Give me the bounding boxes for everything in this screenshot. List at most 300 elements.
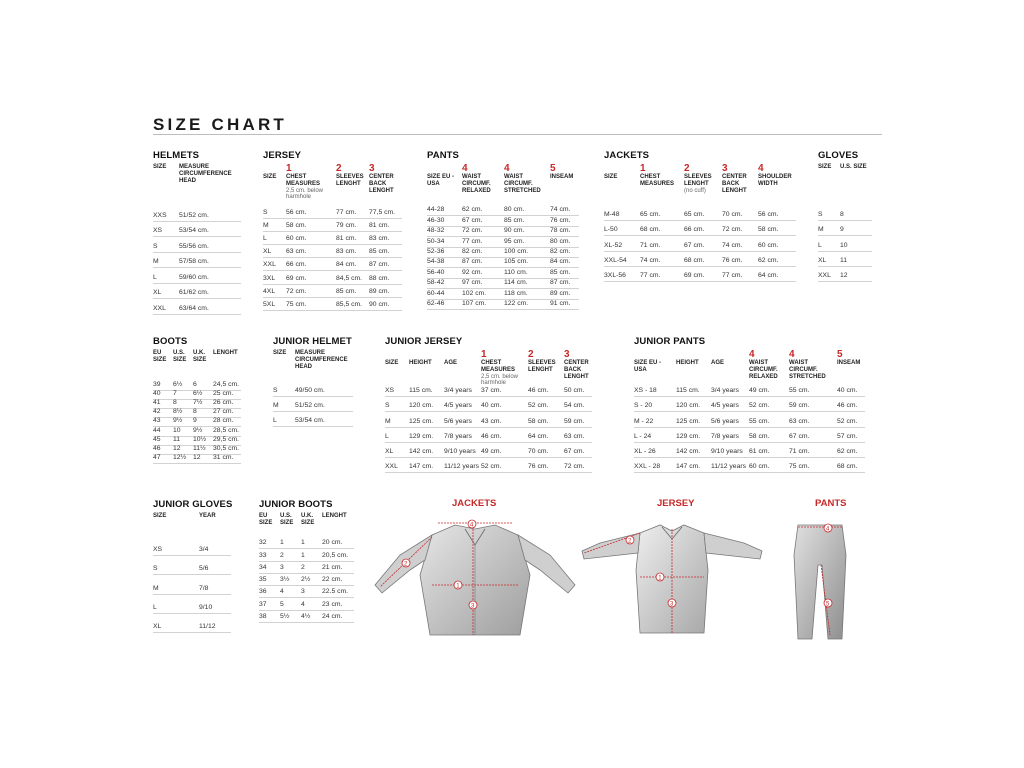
table-cell: 10 [173,426,181,434]
table-cell: 52 cm. [837,417,858,425]
table-cell: 38 [259,613,267,621]
table-cell: 34 [259,563,267,571]
column-header [259,513,280,533]
table-cell: 85 cm. [336,287,357,295]
table-cell: 56-40 [427,268,445,276]
table-row [604,252,796,267]
column-label: SIZE [263,174,277,180]
column-label: HEIGHT [409,360,432,366]
table-cell: 61 cm. [749,447,770,455]
table-row [263,298,402,311]
table-cell: 67 cm. [789,432,810,440]
table-cell: 87 cm. [550,279,571,287]
table-row [263,232,402,245]
table-row [427,268,579,278]
table-row [259,574,354,586]
table-row [259,598,354,610]
table-row [385,458,592,473]
table-cell: 72 cm. [564,463,585,471]
table-cell: 35 [259,576,267,584]
table-row [427,248,579,258]
table-cell: 84 cm. [336,261,357,269]
table-cell: 82 cm. [550,247,571,255]
table-cell: 77 cm. [640,271,661,279]
jersey-diagram-title: JERSEY [657,498,695,509]
table-row [427,258,579,268]
junior-gloves-header-row [153,513,232,533]
table-cell: 9½ [173,417,183,425]
junior-boots-rows [259,537,354,623]
column-header [528,350,564,386]
column-label: U.S. SIZE [173,350,187,363]
table-cell: 2½ [301,576,311,584]
boots-header-row [153,350,241,380]
table-cell: 23 cm. [322,600,343,608]
table-cell: 26 cm. [213,399,234,407]
table-row [385,412,592,427]
table-cell: 11/12 [199,622,216,630]
table-cell: 52 cm. [528,402,549,410]
column-label: SIZE [153,513,167,519]
table-cell: XXL [818,271,831,279]
table-cell: 20,5 cm. [322,551,349,559]
jersey-marker-2: 2 [628,538,632,545]
table-cell: 12 [840,271,848,279]
table-cell: 4 [280,588,284,596]
column-label: SIZE EU - USA [427,174,455,187]
junior-helmet-header-row [273,350,353,380]
table-row [385,428,592,443]
table-cell: 85 cm. [550,268,571,276]
table-row [818,236,872,251]
measure-number: 4 [504,163,510,174]
table-cell: 4/5 years [444,402,472,410]
helmets-title: HELMETS [153,150,200,161]
table-cell: XL [263,248,272,256]
table-cell: 58-42 [427,279,445,287]
column-header [789,350,837,386]
table-cell: 72 cm. [722,226,743,234]
table-row [153,299,241,315]
measure-number: 4 [749,349,755,360]
jackets-diagram-title: JACKETS [452,498,497,509]
table-cell: 77 cm. [722,271,743,279]
table-row [259,611,354,623]
column-label: U.S. SIZE [280,513,294,526]
table-cell: 8 [193,408,197,416]
junior-jersey-title: JUNIOR JERSEY [385,336,463,347]
table-cell: 67 cm. [684,241,705,249]
column-header [273,350,295,380]
junior-boots-header-row [259,513,354,533]
table-cell: L [153,273,157,281]
table-cell: 147 cm. [676,463,701,471]
pants-rows [427,206,579,310]
table-cell: 31 cm. [213,453,234,461]
table-cell: 40 [153,390,161,398]
gloves-title: GLOVES [818,150,859,161]
table-row [263,258,402,271]
table-cell: 79 cm. [336,222,357,230]
table-cell: XXL [153,304,166,312]
table-cell: 45 [153,435,161,443]
table-cell: 70 cm. [722,211,743,219]
table-cell: 56 cm. [286,209,307,217]
table-cell: 142 cm. [409,447,434,455]
table-cell: 60-44 [427,289,445,297]
column-header [676,350,711,386]
table-cell: 72 cm. [286,287,307,295]
table-cell: 75 cm. [286,300,307,308]
table-cell: 74 cm. [550,206,571,214]
table-row [818,206,872,221]
table-cell: 6 [193,381,197,389]
table-cell: 29,5 cm. [213,435,240,443]
table-cell: 3 [280,563,284,571]
junior-gloves-table [153,499,233,630]
table-cell: M [818,226,824,234]
table-cell: XXL-54 [604,256,627,264]
table-cell: 24,5 cm. [213,381,240,389]
table-cell: 95 cm. [504,237,525,245]
table-cell: 74 cm. [640,256,661,264]
table-row [273,397,353,412]
table-cell: XL - 26 [634,447,656,455]
measure-number: 1 [640,163,646,174]
jacket-marker-1: 1 [456,583,460,590]
table-cell: 52 cm. [481,463,502,471]
column-label: CENTER BACK LENGHT [369,174,394,194]
table-cell: 49 cm. [481,447,502,455]
table-row [153,284,241,300]
column-header [634,350,676,386]
table-cell: 4 [301,600,305,608]
table-cell: 12½ [173,453,187,461]
measure-number: 4 [789,349,795,360]
column-header [837,350,865,386]
table-cell: 62 cm. [758,256,779,264]
table-cell: 5/6 [199,565,209,573]
table-cell: 62 cm. [837,447,858,455]
table-cell: 3/4 years [711,387,739,395]
table-cell: 84 cm. [550,258,571,266]
pants-marker-5: 5 [826,601,830,608]
pants-title: PANTS [427,150,459,161]
table-cell: 5/6 years [444,417,472,425]
table-row [153,556,231,575]
table-cell: 50-34 [427,237,445,245]
table-cell: 3/4 years [444,387,472,395]
column-label: U.K. SIZE [301,513,315,526]
table-cell: 63 cm. [286,248,307,256]
table-row [263,245,402,258]
table-row [153,614,231,633]
table-cell: 59/60 cm. [179,273,209,281]
table-cell: 7/8 years [444,432,472,440]
table-cell: 142 cm. [676,447,701,455]
table-cell: 63 cm. [564,432,585,440]
column-header [322,513,354,533]
table-row [427,279,579,289]
table-row [634,428,865,443]
table-cell: 58 cm. [758,226,779,234]
table-cell: XXL [263,261,276,269]
table-cell: M [153,258,159,265]
table-cell: 6½ [173,381,183,389]
table-cell: S [273,387,278,394]
column-label: YEAR [199,513,216,519]
table-cell: 22.5 cm. [322,588,349,596]
table-row [604,236,796,251]
table-cell: XL [153,622,162,630]
table-cell: 67 cm. [564,447,585,455]
table-cell: 22 cm. [322,576,343,584]
table-cell: 147 cm. [409,463,434,471]
column-label: SIZE [604,174,618,180]
table-cell: 58 cm. [528,417,549,425]
table-cell: 8 [840,211,844,219]
table-cell: 105 cm. [504,258,529,266]
measure-number: 1 [286,163,292,174]
table-cell: 51/52 cm. [295,402,325,409]
table-row [818,221,872,236]
table-cell: 84,5 cm. [336,274,363,282]
table-cell: 46 [153,444,161,452]
measure-number: 5 [550,163,556,174]
junior-helmet-title: JUNIOR HELMET [273,336,352,347]
table-cell: 51/52 cm. [179,211,209,219]
column-label: SIZE [153,164,167,170]
boots-title: BOOTS [153,336,188,347]
table-cell: 76 cm. [722,256,743,264]
table-row [263,206,402,219]
jersey-right-sleeve [704,533,762,559]
table-cell: 46 cm. [481,432,502,440]
table-cell: 56 cm. [758,211,779,219]
table-cell: 89 cm. [369,287,390,295]
table-cell: 3½ [280,576,290,584]
table-cell: 46 cm. [528,387,549,395]
table-cell: 120 cm. [676,402,701,410]
table-cell: S [153,242,158,250]
column-header [749,350,789,386]
junior-boots-title: JUNIOR BOOTS [259,499,333,510]
jacket-marker-4: 4 [470,522,474,529]
table-cell: 64 cm. [528,432,549,440]
column-header [711,350,749,386]
table-cell: 24 cm. [322,613,343,621]
boots-rows [153,382,241,464]
table-cell: 5½ [280,613,290,621]
table-cell: 85,5 cm. [336,300,363,308]
table-cell: 125 cm. [676,417,701,425]
table-cell: 54 cm. [564,402,585,410]
table-row [604,267,796,282]
column-label: LENGHT [322,513,347,519]
table-cell: 5/6 years [711,417,739,425]
jacket-marker-2: 2 [404,561,408,568]
table-cell: 110 cm. [504,268,528,276]
table-cell: 37 cm. [481,387,502,395]
table-cell: 7/8 [199,584,209,592]
jacket-marker-3: 3 [471,603,475,610]
table-cell: 49/50 cm. [295,387,325,394]
table-cell: 61/62 cm. [179,289,209,296]
table-cell: 62-46 [427,299,445,307]
column-note: 2,5 cm. below harmhole [286,187,324,201]
table-cell: 3XL-56 [604,271,626,279]
junior-pants-table [634,336,865,471]
table-cell: 68 cm. [684,256,705,264]
table-row [153,253,241,269]
column-label: U.S. SIZE [840,164,867,170]
table-cell: 64 cm. [758,271,779,279]
table-row [818,252,872,267]
table-cell: 20 cm. [322,539,343,547]
table-row [263,219,402,232]
table-cell: 21 cm. [322,563,343,571]
table-cell: XS [153,227,163,234]
jackets-title: JACKETS [604,150,650,161]
table-cell: 3XL [263,274,276,282]
measure-number: 1 [481,349,487,360]
table-cell: 43 cm. [481,417,502,425]
table-cell: 11 [840,256,848,264]
column-header [173,350,193,380]
table-cell: 46 cm. [837,402,858,410]
table-cell: 122 cm. [504,299,529,307]
table-cell: M [385,417,391,425]
table-cell: 71 cm. [789,447,810,455]
helmets-rows [153,206,241,315]
table-cell: 28 cm. [213,417,234,425]
table-cell: 4XL [263,287,276,295]
table-cell: 40 cm. [837,387,858,395]
table-cell: 7 [173,390,177,398]
junior-gloves-title: JUNIOR GLOVES [153,499,233,510]
table-cell: 55 cm. [789,387,810,395]
table-cell: 11/12 years [711,463,747,471]
table-cell: 54-38 [427,258,445,266]
table-row [153,595,231,614]
table-cell: 58 cm. [286,222,307,230]
jersey-marker-1: 1 [658,575,662,582]
table-cell: 39 [153,381,161,389]
table-cell: 9 [840,226,844,234]
table-cell: 9/10 [199,603,213,611]
measure-number: 4 [758,163,764,174]
column-label: CENTER BACK LENGHT [564,360,589,380]
junior-jersey-table [385,336,592,471]
table-row [153,237,241,253]
table-cell: L [385,432,389,440]
table-cell: M - 22 [634,417,654,425]
column-label: EU SIZE [153,350,167,363]
table-cell: 41 [153,399,161,407]
table-cell: XXS [153,211,167,219]
jackets-table [604,150,796,279]
table-cell: 85 cm. [369,248,390,256]
column-label: SLEEVES LENGHT [528,360,556,373]
table-row [259,586,354,598]
table-row [604,206,796,221]
table-cell: 11½ [193,444,206,452]
table-cell: 4/5 years [711,402,739,410]
jersey-rows [263,206,402,311]
table-row [427,216,579,226]
table-cell: 58 cm. [749,432,770,440]
table-cell: 55 cm. [749,417,770,425]
table-cell: 49 cm. [749,387,770,395]
column-label: AGE [711,360,725,366]
pants-illustration [790,515,850,645]
table-cell: 53/54 cm. [179,227,209,234]
table-cell: 50 cm. [564,387,585,395]
column-label: WAIST CIRCUMF. RELAXED [749,360,778,380]
table-row [153,206,241,222]
table-cell: 107 cm. [462,299,487,307]
table-cell: 40 cm. [481,402,502,410]
table-cell: L-50 [604,226,618,234]
junior-helmet-rows [273,382,353,427]
table-cell: 2 [280,551,284,559]
table-cell: 55/56 cm. [179,242,209,250]
column-label: CENTER BACK LENGHT [722,174,747,194]
measure-number: 2 [528,349,534,360]
jackets-rows [604,206,796,282]
table-cell: 2 [301,563,305,571]
table-row [427,206,579,216]
table-cell: XS [385,387,395,395]
table-cell: M [153,584,159,592]
table-row [634,382,865,397]
table-cell: 87 cm. [462,258,483,266]
column-label: CHEST MEASURES [286,174,321,187]
table-cell: 10½ [193,435,207,443]
table-row [634,397,865,412]
table-cell: 25 cm. [213,390,234,398]
table-cell: L [818,241,822,249]
table-cell: 4½ [301,613,311,621]
table-row [263,271,402,284]
table-cell: 77 cm. [336,209,357,217]
column-label: AGE [444,360,458,366]
table-row [385,443,592,458]
junior-jersey-rows [385,382,592,473]
table-row [153,455,241,464]
junior-pants-rows [634,382,865,473]
table-cell: 77,5 cm. [369,209,396,217]
column-label: SIZE EU - USA [634,360,662,373]
table-cell: 5 [280,600,284,608]
column-header [199,513,231,533]
table-cell: 7/8 years [711,432,739,440]
table-cell: 52-36 [427,247,445,255]
table-cell: 12 [193,453,201,461]
table-cell: 7½ [193,399,203,407]
measure-number: 3 [369,163,375,174]
table-cell: 59 cm. [564,417,585,425]
column-label: INSEAM [837,360,861,366]
table-cell: 9½ [193,426,203,434]
gloves-rows [818,206,872,282]
table-cell: 74 cm. [722,241,743,249]
table-cell: L [263,235,267,243]
table-row [263,285,402,298]
table-cell: 89 cm. [550,289,571,297]
column-label: INSEAM [550,174,574,180]
table-cell: 69 cm. [684,271,705,279]
